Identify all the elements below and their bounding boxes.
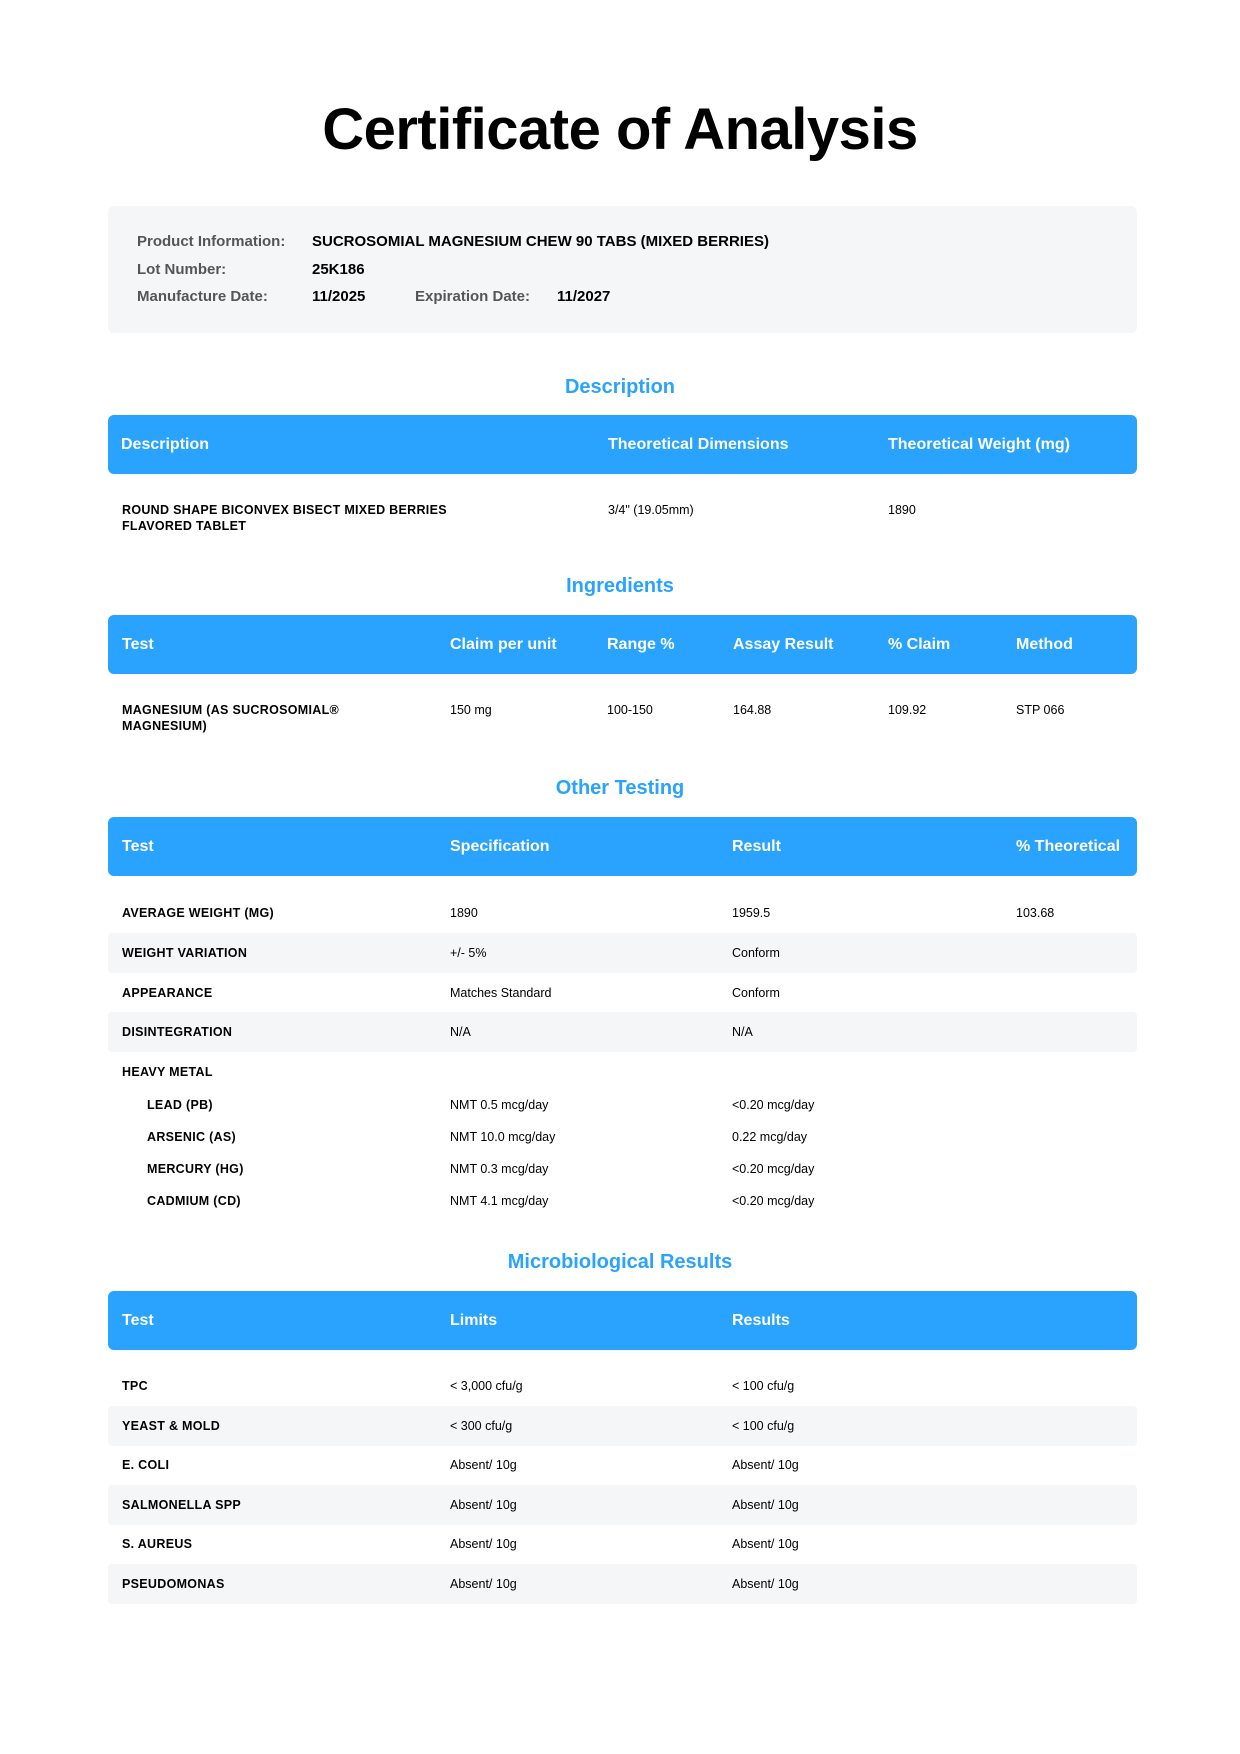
test-cell: DISINTEGRATION <box>122 1025 233 1039</box>
percent-claim-cell: 109.92 <box>888 703 927 717</box>
claim-cell: 150 mg <box>450 703 492 717</box>
column-header-range: Range % <box>607 636 675 653</box>
column-header-test: Test <box>122 1312 154 1329</box>
ingredient-test-cell: MAGNESIUM (AS SUCROSOMIAL® MAGNESIUM) <box>122 703 340 733</box>
manufacture-date-label: Manufacture Date: <box>137 288 268 305</box>
heavy-metal-label: HEAVY METAL <box>122 1065 213 1079</box>
column-header-claim-per-unit: Claim per unit <box>450 636 557 653</box>
dimensions-cell: 3/4" (19.05mm) <box>608 503 694 517</box>
column-header-specification: Specification <box>450 838 550 855</box>
result-cell: 1959.5 <box>732 906 771 920</box>
table-row <box>108 1153 1137 1185</box>
expiration-date-value: 11/2027 <box>557 288 611 305</box>
column-header-assay-result: Assay Result <box>733 636 834 653</box>
other-testing-table-header <box>108 817 1137 876</box>
description-table-header <box>108 415 1137 474</box>
heavy-metal-group-label <box>108 1056 1137 1088</box>
limits-cell: Absent/ 10g <box>450 1537 517 1551</box>
limits-cell: Absent/ 10g <box>450 1577 517 1591</box>
column-header-percent-theoretical: % Theoretical <box>1016 838 1121 855</box>
test-cell: SALMONELLA SPP <box>122 1498 242 1512</box>
manufacture-date-value: 11/2025 <box>312 288 366 305</box>
result-cell: <0.20 mcg/day <box>732 1194 815 1208</box>
test-cell: E. COLI <box>122 1458 170 1472</box>
table-row <box>108 973 1137 1013</box>
column-header-test: Test <box>122 838 154 855</box>
range-cell: 100-150 <box>607 703 653 717</box>
result-cell: N/A <box>732 1025 753 1039</box>
test-cell: PSEUDOMONAS <box>122 1577 225 1591</box>
column-header-results: Results <box>732 1312 790 1329</box>
table-row <box>108 1012 1137 1052</box>
results-cell: Absent/ 10g <box>732 1537 799 1551</box>
column-header-theoretical-weight: Theoretical Weight (mg) <box>888 436 1070 453</box>
column-header-percent-claim: % Claim <box>888 636 951 653</box>
column-header-description: Description <box>121 436 210 453</box>
page-title: Certificate of Analysis <box>322 97 918 162</box>
test-cell: WEIGHT VARIATION <box>122 946 248 960</box>
table-row <box>108 1366 1137 1406</box>
metal-cell: LEAD (PB) <box>147 1098 213 1112</box>
product-label: Product Information: <box>137 233 286 250</box>
results-cell: Absent/ 10g <box>732 1458 799 1472</box>
other-testing-section-title: Other Testing <box>555 777 685 799</box>
table-row <box>108 933 1137 973</box>
specification-cell: +/- 5% <box>450 946 487 960</box>
table-row <box>108 893 1137 933</box>
test-cell: YEAST & MOLD <box>122 1419 221 1433</box>
column-header-theoretical-dimensions: Theoretical Dimensions <box>608 436 789 453</box>
test-cell: TPC <box>122 1379 148 1393</box>
result-cell: Conform <box>732 986 780 1000</box>
results-cell: < 100 cfu/g <box>732 1379 795 1393</box>
table-row <box>108 1406 1137 1446</box>
description-section-title: Description <box>564 376 676 398</box>
metal-cell: MERCURY (HG) <box>147 1162 244 1176</box>
results-cell: < 100 cfu/g <box>732 1419 795 1433</box>
results-cell: Absent/ 10g <box>732 1577 799 1591</box>
table-row <box>108 698 1137 738</box>
column-header-test: Test <box>122 636 154 653</box>
table-row <box>108 1524 1137 1564</box>
specification-cell: NMT 0.5 mcg/day <box>450 1098 549 1112</box>
test-cell: APPEARANCE <box>122 986 213 1000</box>
method-cell: STP 066 <box>1016 703 1065 717</box>
column-header-result: Result <box>732 838 781 855</box>
table-row <box>108 498 1137 538</box>
limits-cell: Absent/ 10g <box>450 1458 517 1472</box>
test-cell: AVERAGE WEIGHT (MG) <box>122 906 274 920</box>
test-cell: S. AUREUS <box>122 1537 193 1551</box>
metal-cell: ARSENIC (AS) <box>147 1130 237 1144</box>
weight-cell: 1890 <box>888 503 916 517</box>
column-header-limits: Limits <box>450 1312 498 1329</box>
specification-cell: N/A <box>450 1025 471 1039</box>
result-cell: <0.20 mcg/day <box>732 1098 815 1112</box>
ingredients-section-title: Ingredients <box>566 575 674 597</box>
table-row <box>108 1185 1137 1217</box>
table-row <box>108 1445 1137 1485</box>
limits-cell: < 300 cfu/g <box>450 1419 513 1433</box>
ingredients-table-header <box>108 615 1137 674</box>
limits-cell: < 3,000 cfu/g <box>450 1379 523 1393</box>
microbiological-section-title: Microbiological Results <box>507 1251 733 1273</box>
lot-label: Lot Number: <box>137 261 227 278</box>
lot-value: 25K186 <box>312 261 365 278</box>
table-row <box>108 1485 1137 1525</box>
limits-cell: Absent/ 10g <box>450 1498 517 1512</box>
product-info-panel <box>108 206 1137 333</box>
results-cell: Absent/ 10g <box>732 1498 799 1512</box>
assay-result-cell: 164.88 <box>733 703 772 717</box>
metal-cell: CADMIUM (CD) <box>147 1194 241 1208</box>
expiration-date-label: Expiration Date: <box>415 288 531 305</box>
result-cell: 0.22 mcg/day <box>732 1130 808 1144</box>
result-cell: <0.20 mcg/day <box>732 1162 815 1176</box>
specification-cell: Matches Standard <box>450 986 552 1000</box>
specification-cell: NMT 0.3 mcg/day <box>450 1162 549 1176</box>
result-cell: Conform <box>732 946 780 960</box>
specification-cell: 1890 <box>450 906 478 920</box>
percent-theoretical-cell: 103.68 <box>1016 906 1055 920</box>
table-row <box>108 1089 1137 1121</box>
description-cell: ROUND SHAPE BICONVEX BISECT MIXED BERRIES FLAVORED TABLET <box>122 503 447 533</box>
product-value: SUCROSOMIAL MAGNESIUM CHEW 90 TABS (MIXED BERRIES) <box>312 233 769 250</box>
table-row <box>108 1564 1137 1604</box>
specification-cell: NMT 4.1 mcg/day <box>450 1194 549 1208</box>
specification-cell: NMT 10.0 mcg/day <box>450 1130 556 1144</box>
microbiological-table-header <box>108 1291 1137 1350</box>
table-row <box>108 1121 1137 1153</box>
column-header-method: Method <box>1016 636 1073 653</box>
